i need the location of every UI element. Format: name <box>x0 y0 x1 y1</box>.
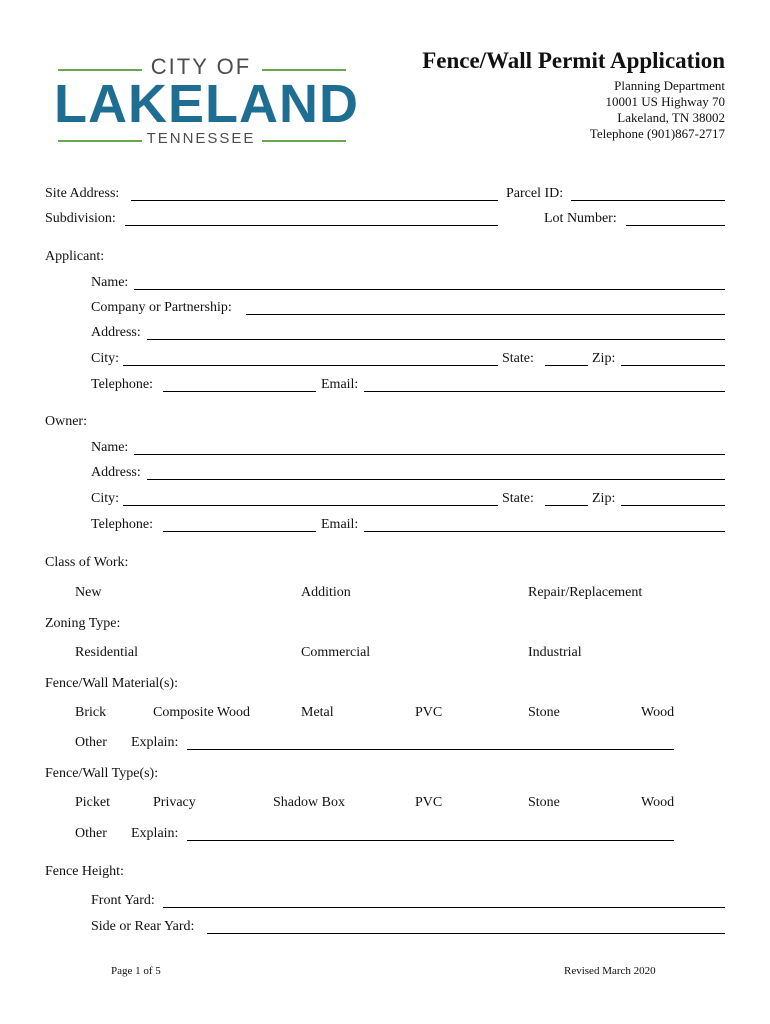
department-phone: Telephone (901)867-2717 <box>589 126 725 141</box>
site-address-field[interactable] <box>131 200 498 201</box>
material-explain-field[interactable] <box>187 749 674 750</box>
subdivision-field[interactable] <box>125 225 498 226</box>
applicant-phone-label: Telephone: <box>91 377 153 392</box>
material-option-metal[interactable]: Metal <box>301 705 334 720</box>
subdivision-label: Subdivision: <box>45 211 116 226</box>
logo-rule-right <box>262 69 346 71</box>
parcel-id-label: Parcel ID: <box>506 186 564 201</box>
material-option-stone[interactable]: Stone <box>528 705 560 720</box>
page-number: Page 1 of 5 <box>111 965 161 977</box>
logo-rule-bottom-right <box>262 140 346 142</box>
applicant-city-label: City: <box>91 351 120 366</box>
type-option-wood[interactable]: Wood <box>641 795 675 810</box>
department-address-line1: 10001 US Highway 70 <box>605 94 725 109</box>
department-name: Planning Department <box>614 78 725 93</box>
material-option-other[interactable]: Other <box>75 735 107 750</box>
class-option-repair-replacement[interactable]: Repair/Replacement <box>528 585 643 600</box>
owner-phone-label: Telephone: <box>91 517 153 532</box>
owner-city-field[interactable] <box>123 505 498 506</box>
logo-lakeland: LAKELAND <box>54 74 359 134</box>
owner-state-label: State: <box>502 491 534 506</box>
applicant-address-field[interactable] <box>147 339 725 340</box>
owner-zip-field[interactable] <box>621 505 725 506</box>
logo-tennessee: TENNESSEE <box>146 130 256 147</box>
applicant-company-label: Company or Partnership: <box>91 300 232 315</box>
side-rear-yard-field[interactable] <box>207 933 725 934</box>
material-option-wood[interactable]: Wood <box>641 705 675 720</box>
applicant-name-field[interactable] <box>134 289 725 290</box>
owner-email-field[interactable] <box>364 531 725 532</box>
front-yard-label: Front Yard: <box>91 893 155 908</box>
lot-number-field[interactable] <box>626 225 725 226</box>
applicant-address-label: Address: <box>91 325 141 340</box>
type-option-other[interactable]: Other <box>75 826 107 841</box>
class-option-addition[interactable]: Addition <box>301 585 351 600</box>
applicant-email-label: Email: <box>321 377 359 392</box>
applicant-zip-field[interactable] <box>621 365 725 366</box>
applicant-heading: Applicant: <box>45 249 105 264</box>
owner-address-label: Address: <box>91 465 141 480</box>
department-address-line2: Lakeland, TN 38002 <box>617 110 725 125</box>
zoning-option-commercial[interactable]: Commercial <box>301 645 371 660</box>
applicant-company-field[interactable] <box>246 314 725 315</box>
fence-height-heading: Fence Height: <box>45 864 124 879</box>
class-of-work-heading: Class of Work: <box>45 555 129 570</box>
types-heading: Fence/Wall Type(s): <box>45 766 159 781</box>
applicant-phone-field[interactable] <box>163 391 316 392</box>
type-option-stone[interactable]: Stone <box>528 795 560 810</box>
owner-email-label: Email: <box>321 517 359 532</box>
owner-city-label: City: <box>91 491 120 506</box>
owner-name-label: Name: <box>91 440 129 455</box>
applicant-state-label: State: <box>502 351 534 366</box>
applicant-email-field[interactable] <box>364 391 725 392</box>
type-explain-label: Explain: <box>131 826 179 841</box>
type-option-privacy[interactable]: Privacy <box>153 795 196 810</box>
owner-phone-field[interactable] <box>163 531 316 532</box>
site-address-label: Site Address: <box>45 186 120 201</box>
revised-date: Revised March 2020 <box>564 965 656 977</box>
applicant-name-label: Name: <box>91 275 129 290</box>
material-option-pvc[interactable]: PVC <box>415 705 443 720</box>
type-explain-field[interactable] <box>187 840 674 841</box>
class-option-new[interactable]: New <box>75 585 102 600</box>
owner-zip-label: Zip: <box>592 491 616 506</box>
front-yard-field[interactable] <box>163 907 725 908</box>
owner-heading: Owner: <box>45 414 87 429</box>
type-option-shadow-box[interactable]: Shadow Box <box>273 795 345 810</box>
material-option-brick[interactable]: Brick <box>75 705 107 720</box>
parcel-id-field[interactable] <box>571 200 725 201</box>
owner-address-field[interactable] <box>147 479 725 480</box>
page-title: Fence/Wall Permit Application <box>422 48 725 73</box>
owner-name-field[interactable] <box>134 454 725 455</box>
logo-city-of: CITY OF <box>150 54 252 79</box>
lot-number-label: Lot Number: <box>544 211 617 226</box>
city-logo <box>54 52 359 148</box>
zoning-type-heading: Zoning Type: <box>45 616 121 631</box>
material-explain-label: Explain: <box>131 735 179 750</box>
type-option-pvc[interactable]: PVC <box>415 795 443 810</box>
zoning-option-industrial[interactable]: Industrial <box>528 645 582 660</box>
material-option-composite-wood[interactable]: Composite Wood <box>153 705 251 720</box>
applicant-state-field[interactable] <box>545 365 588 366</box>
side-rear-yard-label: Side or Rear Yard: <box>91 919 195 934</box>
materials-heading: Fence/Wall Material(s): <box>45 676 178 691</box>
applicant-city-field[interactable] <box>123 365 498 366</box>
owner-state-field[interactable] <box>545 505 588 506</box>
type-option-picket[interactable]: Picket <box>75 795 110 810</box>
applicant-zip-label: Zip: <box>592 351 616 366</box>
zoning-option-residential[interactable]: Residential <box>75 645 138 660</box>
